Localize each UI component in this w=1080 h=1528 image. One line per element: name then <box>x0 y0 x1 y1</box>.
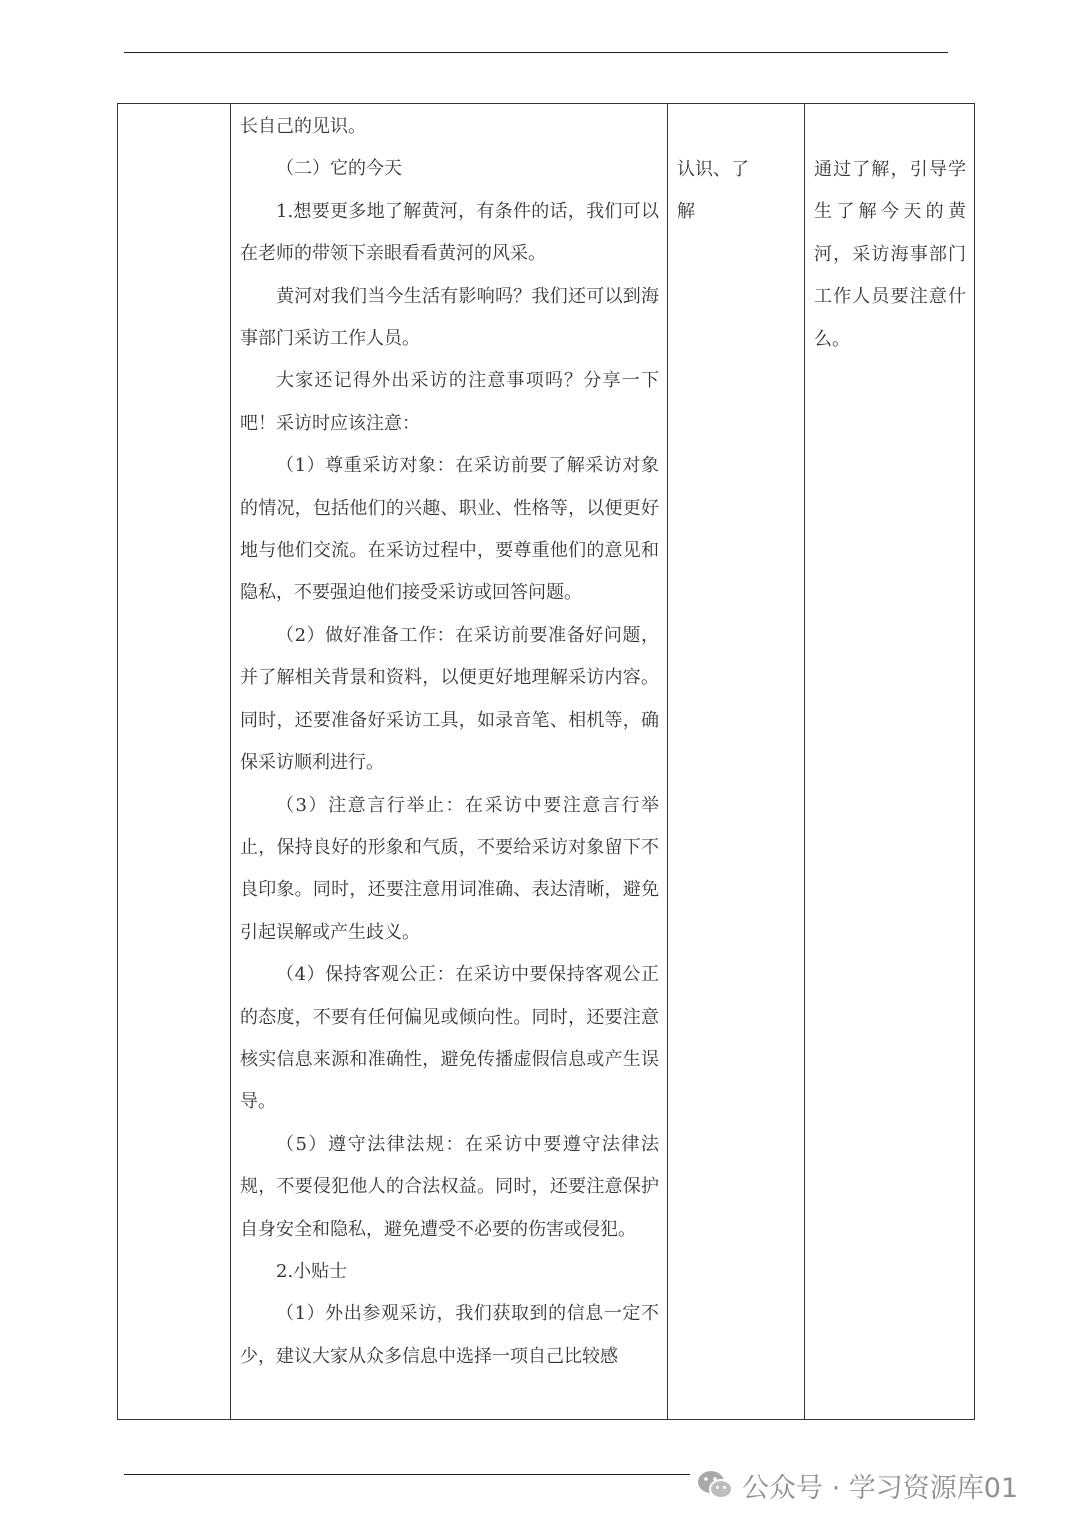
content-paragraph: （3）注意言行举止：在采访中要注意言行举止，保持良好的形象和气质，不要给采访对象留下不良印象。同时，还要注意用词准确、表达清晰，避免引起误解或产生歧义。 <box>240 794 659 943</box>
activity-text-line2: 解 <box>677 201 695 223</box>
content-paragraph: 大家还记得外出采访的注意事项吗？分享一下吧！采访时应该注意： <box>240 370 659 434</box>
content-paragraph: 1.想要更多地了解黄河，有条件的话，我们可以在老师的带领下亲眼看看黄河的风采。 <box>240 200 659 265</box>
content-cell <box>231 104 668 1420</box>
intent-cell <box>805 104 975 1420</box>
lesson-table <box>117 103 975 1420</box>
content-paragraph: （1）外出参观采访，我们获取到的信息一定不少，建议大家从众多信息中选择一项自己比较感 <box>240 1303 659 1367</box>
content-paragraph: （1）尊重采访对象：在采访前要了解采访对象的情况，包括他们的兴趣、职业、性格等，以便更好地与他们交流。在采访过程中，要尊重他们的意见和隐私，不要强迫他们接受采访或回答问题。 <box>240 455 659 604</box>
section-heading: 2.小贴士 <box>276 1260 348 1282</box>
header-rule <box>124 52 948 53</box>
content-paragraph: 黄河对我们当今生活有影响吗？我们还可以到海事部门采访工作人员。 <box>240 285 659 350</box>
content-paragraph: （2）做好准备工作：在采访前要准备好问题，并了解相关背景和资料，以便更好地理解采访内容。同时，还要准备好采访工具，如录音笔、相机等，确保采访顺利进行。 <box>240 624 659 774</box>
section-heading: （二）它的今天 <box>276 158 402 180</box>
intent-text: 通过了解，引导学生了解今天的黄河，采访海事部门工作人员要注意什么。 <box>814 159 966 350</box>
stage-cell <box>118 104 231 1420</box>
content-paragraph: 长自己的见识。 <box>240 116 366 137</box>
watermark <box>690 1462 1018 1508</box>
activity-cell <box>668 104 805 1420</box>
activity-text-line1: 认识、了 <box>677 159 749 180</box>
content-paragraph: （5）遵守法律法规：在采访中要遵守法律法规，不要侵犯他人的合法权益。同时，还要注意保护自身安全和隐私，避免遭受不必要的伤害或侵犯。 <box>240 1133 659 1240</box>
table-row <box>118 104 975 1420</box>
watermark-text: 公众号 · 学习资源库01 <box>742 1472 1019 1504</box>
wechat-icon <box>696 1469 734 1501</box>
content-paragraph: （4）保持客观公正：在采访中要保持客观公正的态度，不要有任何偏见或倾向性。同时，还要注意核实信息来源和准确性，避免传播虚假信息或产生误导。 <box>240 964 659 1113</box>
